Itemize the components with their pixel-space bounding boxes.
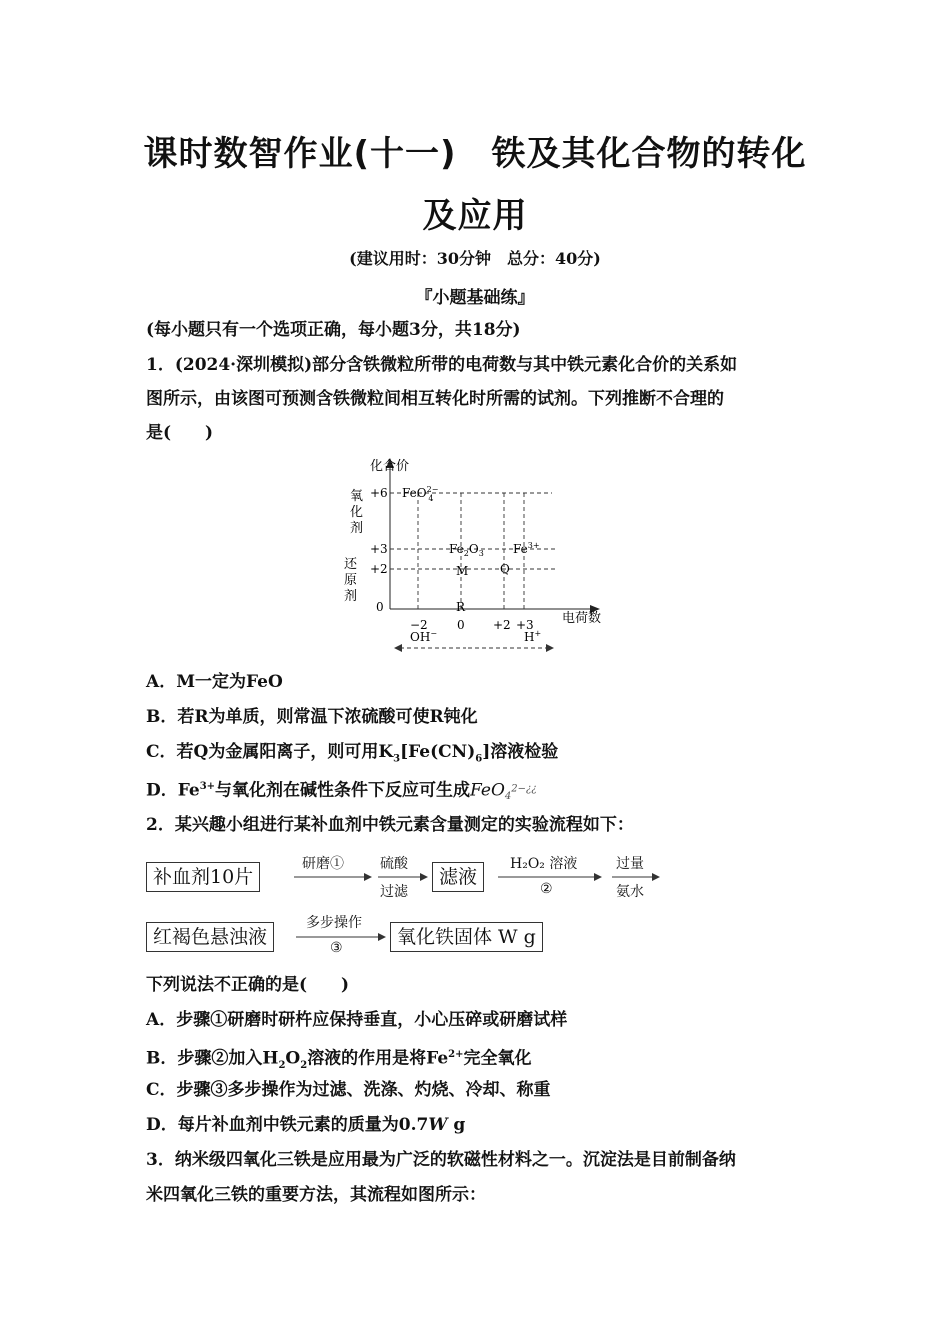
reductant-label: 还原剂 xyxy=(344,557,358,604)
q1-stem-line3: 是( ) xyxy=(146,423,214,443)
point-m: M xyxy=(456,564,469,578)
flow-box-iron-oxide: 氧化铁固体 W g xyxy=(390,922,543,952)
q2-option-a: A．步骤①研磨时研杵应保持垂直，小心压碎或研磨试样 xyxy=(146,1010,568,1030)
flow-arrow-5 xyxy=(296,932,388,942)
flow-arrow-2 xyxy=(378,872,430,882)
q2-flowchart xyxy=(146,850,666,956)
q2-question: 下列说法不正确的是( ) xyxy=(146,975,350,995)
flow-step2-bottom: 过滤 xyxy=(380,884,408,900)
point-r: R xyxy=(456,600,466,614)
flow-box-suspension: 红褐色悬浊液 xyxy=(146,922,274,952)
q3-stem-line1: 3．纳米级四氧化三铁是应用最为广泛的软磁性材料之一。沉淀法是目前制备纳 xyxy=(146,1150,736,1170)
x-tick-zero: 0 xyxy=(457,618,465,632)
flow-arrow-3 xyxy=(498,872,604,882)
fe2o3-label: $Fe_2O_3$ xyxy=(449,542,484,558)
point-q: Q xyxy=(500,562,510,576)
q2-option-d: D．每片补血剂中铁元素的质量为0.7W g xyxy=(146,1115,466,1135)
q1-stem-line2: 图所示，由该图可预测含铁微粒间相互转化时所需的试剂。下列推断不合理的 xyxy=(146,389,724,409)
q2-stem: 2．某兴趣小组进行某补血剂中铁元素含量测定的实验流程如下： xyxy=(146,815,634,835)
fe3-label: $Fe^{3+}$ xyxy=(513,541,540,556)
x-tick-minus2: −2 xyxy=(410,618,428,632)
page-title-line1: 课时数智作业(十一) 铁及其化合物的转化 xyxy=(143,134,807,174)
flow-box-filtrate: 滤液 xyxy=(432,862,484,892)
flow-box-supplement: 补血剂10片 xyxy=(146,862,260,892)
time-score-subtitle: (建议用时：30分钟 总分：40分) xyxy=(349,249,601,268)
y-tick-plus6: +6 xyxy=(370,486,388,500)
q2-option-b: B．步骤②加入$H_2O_2$溶液的作用是将$Fe^{2+}$完全氧化 xyxy=(146,1048,532,1072)
q1-option-b: B．若R为单质，则常温下浓硫酸可使R钝化 xyxy=(146,707,478,727)
flow-step5-top: 多步操作 xyxy=(306,915,362,931)
y-axis-label: 化合价 xyxy=(370,459,410,474)
flow-arrow-1 xyxy=(294,872,374,882)
oxidant-label: 氧化剂 xyxy=(350,489,364,536)
x-axis-label: 电荷数 xyxy=(562,611,602,626)
flow-step2-top: 硫酸 xyxy=(380,856,408,872)
flow-step3-bottom: ② xyxy=(540,881,553,897)
q1-stem-line1: 1．(2024·深圳模拟)部分含铁微粒所带的电荷数与其中铁元素化合价的关系如 xyxy=(146,355,738,375)
flow-step3-top: H₂O₂ 溶液 xyxy=(510,856,578,872)
q3-stem-line2: 米四氧化三铁的重要方法，其流程如图所示： xyxy=(146,1185,486,1205)
q1-option-a: A．M一定为FeO xyxy=(146,672,283,692)
q1-option-c: C．若Q为金属阳离子，则可用$K_3[Fe(CN)_6]$溶液检验 xyxy=(146,742,559,765)
page-title-line2: 及应用 xyxy=(422,196,528,236)
flow-step5-bottom: ③ xyxy=(330,940,343,956)
valence-charge-diagram xyxy=(330,452,620,658)
y-tick-plus3: +3 xyxy=(370,542,388,556)
h-arrow-head xyxy=(546,644,554,652)
y-tick-plus2: +2 xyxy=(370,562,388,576)
q1-option-d: D．$Fe^{3+}$与氧化剂在碱性条件下反应可生成FeO$_4^{2-¿¿}$ xyxy=(146,780,537,802)
x-tick-plus3: +3 xyxy=(516,618,534,632)
x-tick-plus2: +2 xyxy=(493,618,511,632)
oh-label: OH− xyxy=(410,629,438,644)
flow-step1-label: 研磨① xyxy=(302,856,344,872)
h-label: H+ xyxy=(524,629,542,644)
flow-step4-top: 过量 xyxy=(616,856,644,872)
instructions: (每小题只有一个选项正确，每小题3分，共18分) xyxy=(146,320,521,340)
flow-step4-bottom: 氨水 xyxy=(616,884,644,900)
y-tick-zero: 0 xyxy=(376,600,384,614)
flow-arrow-4 xyxy=(612,872,662,882)
q2-option-c: C．步骤③多步操作为过滤、洗涤、灼烧、冷却、称重 xyxy=(146,1080,551,1100)
oh-arrow-head xyxy=(394,644,402,652)
feo4-label: FeO$^{2-}$ 4 xyxy=(402,485,439,503)
section-heading: 『小题基础练』 xyxy=(415,288,535,308)
